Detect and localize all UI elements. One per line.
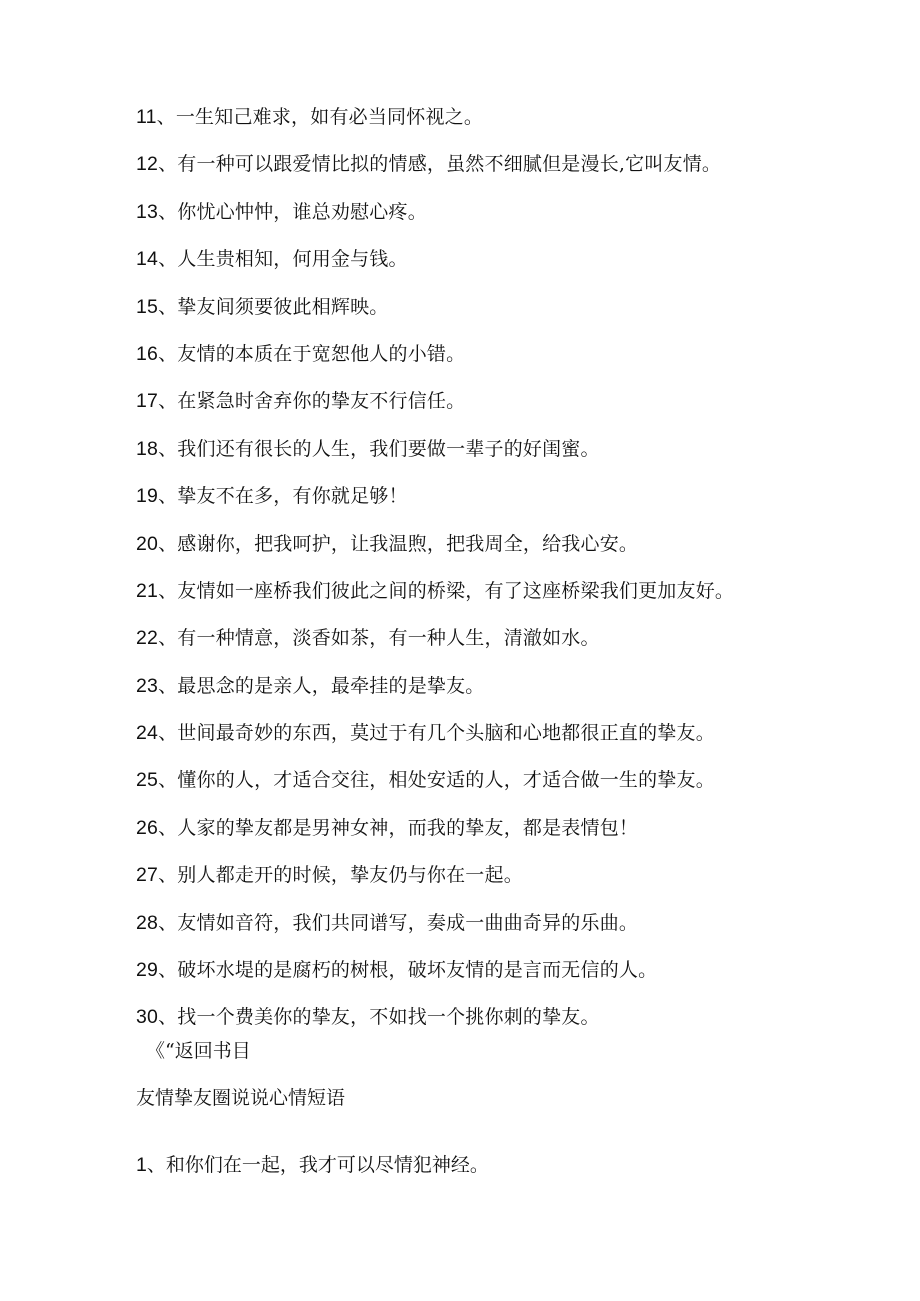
- item-text: 、友情如一座桥我们彼此之间的桥梁，有了这座桥梁我们更加友好。: [158, 579, 735, 602]
- item-text: 、找一个费美你的挚友，不如找一个挑你刺的挚友。: [158, 1006, 600, 1029]
- list-item: [136, 386, 876, 433]
- list-item: [136, 955, 876, 1002]
- item-number: 29: [136, 959, 159, 982]
- list-item: [136, 623, 876, 670]
- list-item: [136, 339, 876, 386]
- item-text: 、世间最奇妙的东西，莫过于有几个头脑和心地都很正直的挚友。: [158, 722, 715, 745]
- list-item: [136, 765, 876, 812]
- item-text: 、最思念的是亲人，最牵挂的是挚友。: [158, 674, 485, 697]
- list-item: [136, 244, 876, 291]
- back-to-catalog-link[interactable]: 《“返回书目: [146, 1040, 251, 1062]
- item-text: 、有一种可以跟爱情比拟的情感，虽然不细腻但是漫长,它叫友情。: [158, 153, 722, 176]
- item-number: 11: [136, 106, 157, 128]
- item-number: 12: [136, 153, 159, 176]
- list-item: [136, 718, 876, 765]
- list-item: [136, 1150, 876, 1180]
- section-title: 友情挚友圈说说心情短语: [136, 1087, 346, 1109]
- list-item: [136, 434, 876, 481]
- list-item: [136, 102, 876, 149]
- quote-list-2: [136, 1150, 876, 1180]
- list-item: [136, 292, 876, 339]
- item-text: 、我们还有很长的人生，我们要做一辈子的好闺蜜。: [158, 437, 600, 460]
- item-text: 、有一种情意，淡香如茶，有一种人生，清澈如水。: [158, 627, 600, 650]
- list-item: [136, 813, 876, 860]
- item-number: 14: [136, 248, 159, 271]
- item-number: 21: [136, 579, 159, 602]
- item-number: 26: [136, 816, 159, 839]
- item-number: 24: [136, 722, 159, 745]
- item-text: 、挚友不在多，有你就足够！: [158, 485, 408, 508]
- item-number: 30: [136, 1006, 159, 1029]
- item-number: 1: [136, 1154, 147, 1176]
- item-text: 、一生知己难求，如有必当同怀视之。: [156, 106, 484, 128]
- item-text: 、破坏水堤的是腐朽的树根，破坏友情的是言而无信的人。: [158, 959, 658, 982]
- item-number: 22: [136, 627, 159, 650]
- item-text: 、在紧急时舍弃你的挚友不行信任。: [158, 390, 466, 413]
- item-number: 19: [136, 485, 159, 508]
- list-item: [136, 576, 876, 623]
- item-number: 25: [136, 769, 159, 792]
- list-item: [136, 481, 876, 528]
- item-number: 28: [136, 911, 159, 934]
- item-text: 、别人都走开的时候，挚友仍与你在一起。: [158, 864, 523, 887]
- list-item: [136, 860, 876, 907]
- item-number: 17: [136, 390, 159, 413]
- item-text: 、懂你的人，才适合交往，相处安适的人，才适合做一生的挚友。: [158, 769, 715, 792]
- item-text: 、和你们在一起，我才可以尽情犯神经。: [146, 1154, 489, 1176]
- item-text: 、感谢你，把我呵护，让我温煦，把我周全，给我心安。: [158, 532, 639, 555]
- list-item: [136, 197, 876, 244]
- list-item: [136, 149, 876, 196]
- item-text: 、友情的本质在于宽恕他人的小错。: [158, 342, 466, 365]
- item-number: 16: [136, 342, 159, 365]
- list-item: [136, 529, 876, 576]
- item-number: 13: [136, 200, 159, 223]
- list-item: [136, 908, 876, 955]
- list-item: [136, 671, 876, 718]
- item-number: 27: [136, 864, 159, 887]
- quote-list: [136, 102, 876, 1050]
- item-text: 、人家的挚友都是男神女神，而我的挚友，都是表情包！: [158, 816, 639, 839]
- item-text: 、友情如音符，我们共同谱写，奏成一曲曲奇异的乐曲。: [158, 911, 639, 934]
- item-text: 、你忧心忡忡，谁总劝慰心疼。: [158, 200, 427, 223]
- item-number: 15: [136, 295, 159, 318]
- item-text: 、挚友间须要彼此相辉映。: [158, 295, 389, 318]
- item-number: 20: [136, 532, 159, 555]
- item-number: 18: [136, 437, 159, 460]
- item-number: 23: [136, 674, 159, 697]
- item-text: 、人生贵相知，何用金与钱。: [158, 248, 408, 271]
